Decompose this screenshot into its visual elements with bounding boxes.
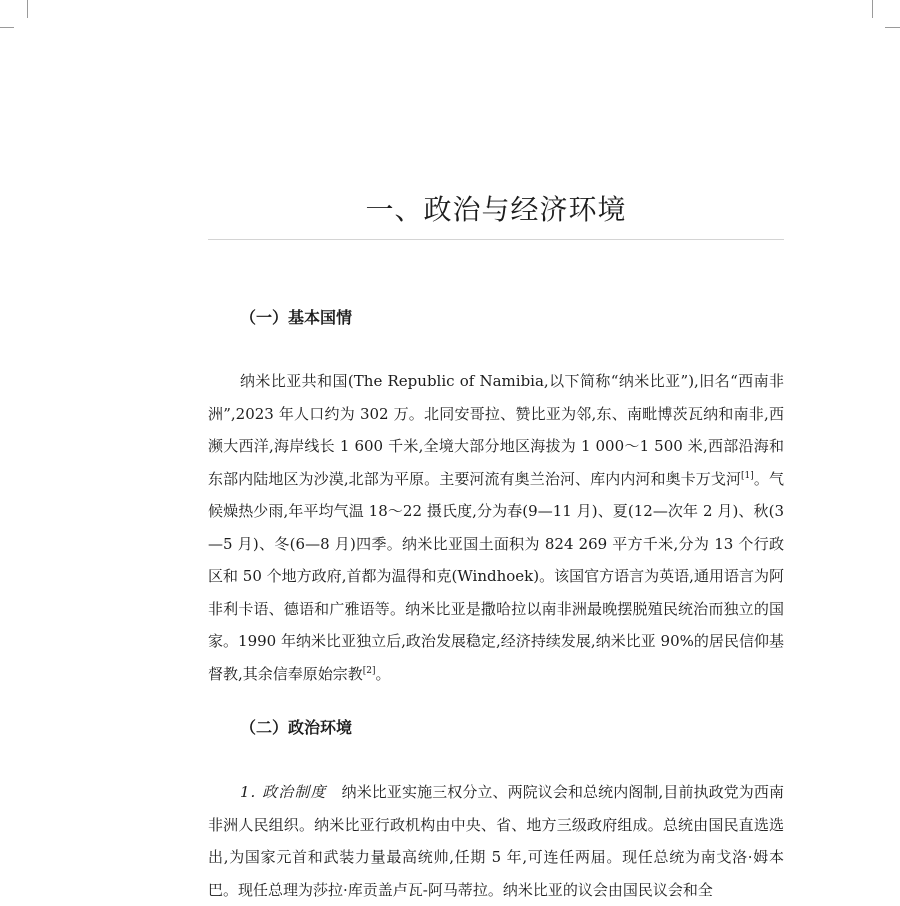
section-heading-political-environment: （二）政治环境 <box>240 718 353 737</box>
political-system-paragraph <box>208 776 784 906</box>
footnote-ref-2: [2] <box>362 665 376 676</box>
paragraph-text: 。 <box>375 664 391 683</box>
title-divider <box>208 239 784 240</box>
crop-mark-top-left-vertical <box>27 0 28 18</box>
paragraph-text: 纳米比亚实施三权分立、两院议会和总统内阁制,目前执政党为西南非洲人民组织。纳米比亚行政机构由中央、省、地方三级政府组成。总统由国民直选选出,为国家元首和武装力量最高统帅,任期 5 年,可连任两届。现任总统为南戈洛·姆本巴。现任总理为莎拉·库贡盖卢瓦-阿马蒂拉。纳米比亚的议会由国民议会和全 <box>208 783 784 899</box>
paragraph-text: 纳米比亚共和国(The Republic of Namibia,以下简称“纳米比亚”),旧名“西南非洲”,2023 年人口约为 302 万。北同安哥拉、赞比亚为邻,东、南毗博茨瓦纳和南非,西濒大西洋,海岸线长 1 600 千米,全境大部分地区海拔为 1 000～1 500 米,西部沿海和东部内陆地区为沙漠,北部为平原。主要河流有奥兰治河、库内内河和奥卡万戈河 <box>208 372 784 488</box>
crop-mark-top-left-horizontal <box>0 27 14 28</box>
paragraph-text: 。气候燥热少雨,年平均气温 18～22 摄氏度,分为春(9—11 月)、夏(12—次年 2 月)、秋(3—5 月)、冬(6—8 月)四季。纳米比亚国土面积为 824 269 平方千米,分为 13 个行政区和 50 个地方政府,首都为温得和克(Windhoek)。该国官方语言为英语,通用语言为阿非利卡语、德语和广雅语等。纳米比亚是撒哈拉以南非洲最晚摆脱殖民统治而独立的国家。1990 年纳米比亚独立后,政治发展稳定,经济持续发展,纳米比亚 90%的居民信仰基督教,其余信奉原始宗教 <box>208 469 784 683</box>
crop-mark-top-right-horizontal <box>885 27 900 28</box>
subsection-title: 1. 政治制度 <box>240 783 327 801</box>
basic-info-paragraph <box>208 365 784 690</box>
footnote-ref-1: [1] <box>741 470 754 481</box>
section-heading-basic-info: （一）基本国情 <box>240 308 353 327</box>
crop-mark-top-right-vertical <box>872 0 873 18</box>
chapter-title: 一、政治与经济环境 <box>365 193 627 226</box>
